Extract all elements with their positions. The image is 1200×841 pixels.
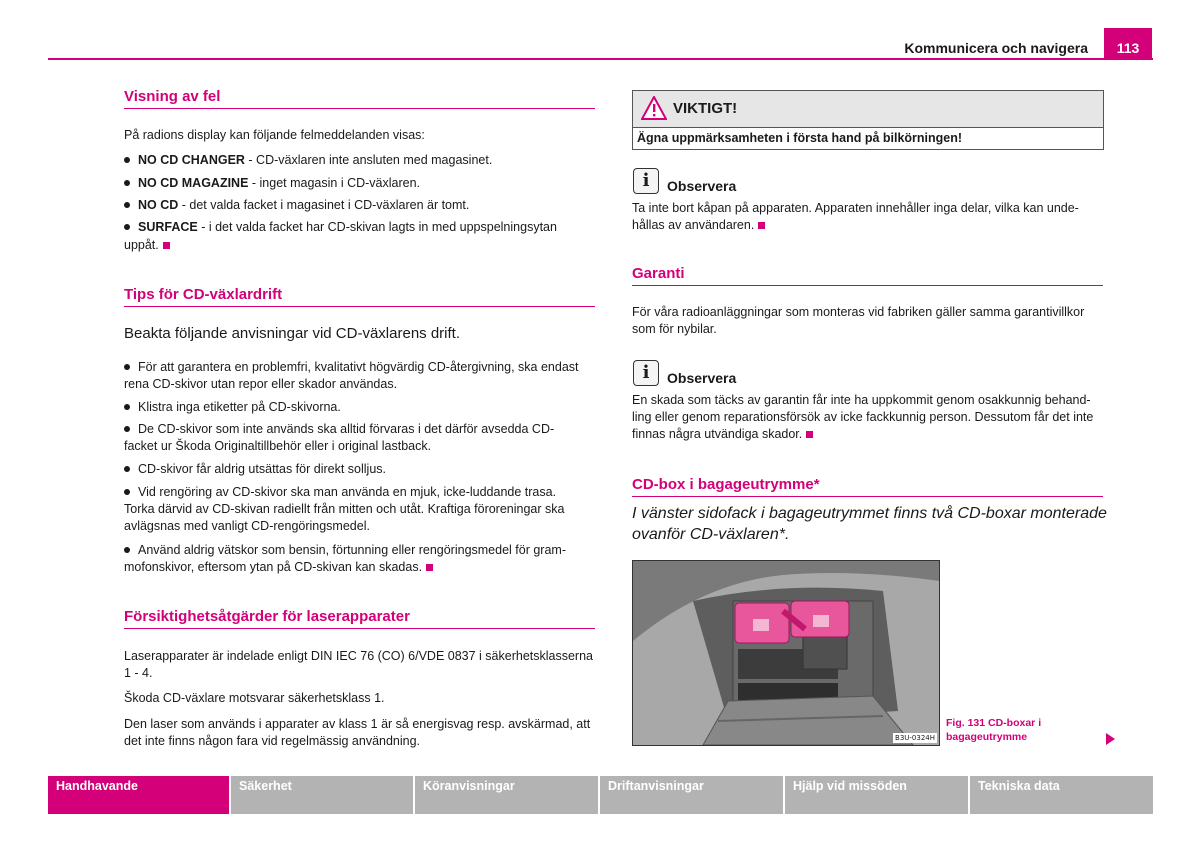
bullet-icon: [124, 466, 130, 472]
paragraph: Škoda CD-växlare motsvarar säkerhetsklass 1.: [124, 691, 385, 705]
next-page-arrow-icon: [1106, 733, 1115, 745]
warning-text: Ägna uppmärksamheten i första hand på bilkörningen!: [637, 131, 963, 145]
tab-driftanvisningar[interactable]: Driftanvisningar: [600, 776, 783, 814]
end-marker-square: [163, 242, 170, 249]
list-item: CD-skivor får aldrig utsättas för direkt solljus.: [124, 461, 386, 478]
tab-tekniska-data[interactable]: Tekniska data: [970, 776, 1153, 814]
warning-box: [632, 90, 1104, 150]
bullet-icon: [124, 404, 130, 410]
page-number: 113: [1104, 28, 1152, 60]
trunk-illustration: [633, 561, 939, 745]
lead-paragraph: I vänster sidofack i bagageutrymmet finns två CD-boxar monterade ovanför CD-växlaren*.: [632, 505, 1107, 543]
figure-caption: Fig. 131 CD-boxar i bagageutrymme: [946, 717, 1042, 743]
list-item: För att garantera en problemfri, kvalitativt högvärdig CD-återgivning, ska endast rena CD-skivor utan repor eller skador användas.: [124, 360, 579, 391]
section-title-guarantee: Garanti: [632, 265, 1103, 286]
bullet-icon: [124, 547, 130, 553]
section-title-cd-box: CD-box i bagageutrymme*: [632, 476, 1103, 497]
warning-title: VIKTIGT!: [673, 100, 738, 117]
paragraph: Laserapparater är indelade enligt DIN IEC 76 (CO) 6/VDE 0837 i säkerhetsklasserna 1 - 4.: [124, 649, 593, 680]
list-item: NO CD - det valda facket i magasinet i CD-växlaren är tomt.: [124, 197, 469, 214]
bullet-icon: [124, 180, 130, 186]
end-marker-square: [758, 222, 765, 229]
tab-koranvisningar[interactable]: Köranvisningar: [415, 776, 598, 814]
tab-sakerhet[interactable]: Säkerhet: [231, 776, 413, 814]
figure-code: B3U-0324H: [895, 734, 935, 742]
note-text: Ta inte bort kåpan på apparaten. Apparaten innehåller inga delar, vilka kan unde- hållas av användaren.: [632, 201, 1079, 232]
chapter-navigation: [48, 776, 1153, 814]
section-title-cd-changer-tips: Tips för CD-växlardrift: [124, 286, 595, 307]
list-item: NO CD MAGAZINE - inget magasin i CD-växlaren.: [124, 175, 420, 192]
info-i-icon: i: [633, 360, 659, 386]
paragraph: För våra radioanläggningar som monteras vid fabriken gäller samma garantivillkor som för nybilar.: [632, 305, 1085, 336]
note-title: Observera: [667, 178, 737, 194]
list-item: SURFACE - i det valda facket har CD-skivan lagts in med uppspelningsytan: [124, 219, 557, 236]
section-title-error-display: Visning av fel: [124, 88, 595, 109]
header-rule: [48, 58, 1153, 60]
note-title: Observera: [667, 370, 737, 386]
bullet-icon: [124, 157, 130, 163]
header-title: Kommunicera och navigera: [904, 40, 1088, 56]
note-text: En skada som täcks av garantin får inte ha uppkommit genom osakkunnig behand- ling eller genom reparationsförsök av icke fackkunnig person. Dessutom får det inte finnas några utvändiga skador.: [632, 393, 1094, 441]
bullet-icon: [124, 489, 130, 495]
end-marker-square: [806, 431, 813, 438]
info-i-icon: i: [633, 168, 659, 194]
list-item: Klistra inga etiketter på CD-skivorna.: [124, 399, 341, 416]
paragraph: Den laser som används i apparater av klass 1 är så energisvag resp. avskärmad, att det inte finns någon fara vid regelmässig användning.: [124, 717, 591, 748]
list-item: Använd aldrig vätskor som bensin, förtunning eller rengöringsmedel för gram- mofonskivor, eftersom ytan på CD-skivan kan skadas.: [124, 543, 566, 574]
warning-triangle-icon: [641, 96, 667, 120]
figure-cd-boxes-illustration: [632, 560, 940, 746]
list-item: NO CD CHANGER - CD-växlaren inte ansluten med magasinet.: [124, 152, 492, 169]
bullet-icon: [124, 426, 130, 432]
section-title-laser-precautions: Försiktighetsåtgärder för laserapparater: [124, 608, 595, 629]
list-item: De CD-skivor som inte används ska alltid förvaras i det därför avsedda CD- facket ur Škoda Originaltillbehör eller i original lastback.: [124, 422, 555, 453]
tab-handhavande[interactable]: Handhavande: [48, 776, 229, 814]
bullet-icon: [124, 224, 130, 230]
paragraph: På radions display kan följande felmeddelanden visas:: [124, 128, 425, 142]
bullet-icon: [124, 202, 130, 208]
list-item: Vid rengöring av CD-skivor ska man använda en mjuk, icke-luddande trasa. Torka därvid av CD-skivan radiellt från mitten och utåt. Kraftiga föroreningar ska avlägsnas med vanligt CD-rengöringsmedel.: [124, 485, 565, 533]
bullet-icon: [124, 364, 130, 370]
end-marker-square: [426, 564, 433, 571]
tab-hjalp-vid-missoden[interactable]: Hjälp vid missöden: [785, 776, 968, 814]
lead-paragraph: Beakta följande anvisningar vid CD-växlarens drift.: [124, 325, 460, 342]
list-item-continuation: uppåt.: [124, 237, 170, 254]
